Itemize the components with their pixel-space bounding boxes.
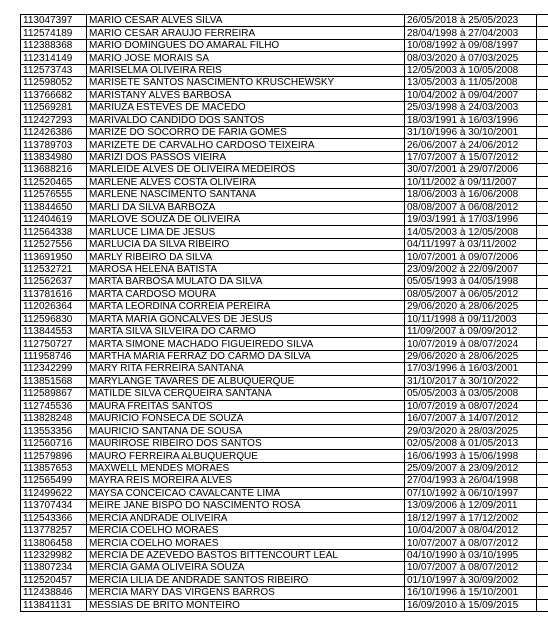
table-row <box>21 139 548 151</box>
person-name-cell: MARLY RIBEIRO DA SILVA <box>87 251 405 263</box>
registration-number-cell: 113851568 <box>21 375 87 387</box>
registration-number-cell: 113789703 <box>21 139 87 151</box>
table-row <box>21 64 548 76</box>
table-row <box>21 437 548 449</box>
table-row <box>21 214 548 226</box>
registration-number-cell: 112314149 <box>21 52 87 64</box>
person-name-cell: MAYSA CONCEICAO CAVALCANTE LIMA <box>87 487 405 499</box>
person-name-cell: MAURIROSE RIBEIRO DOS SANTOS <box>87 437 405 449</box>
person-name-cell: MARTA SILVA SILVEIRA DO CARMO <box>87 325 405 337</box>
table-row <box>21 176 548 188</box>
period-cell: 27/04/1993 à 26/04/1998 <box>405 475 537 487</box>
registration-number-cell: 112576555 <box>21 189 87 201</box>
person-name-cell: MAROSA HELENA BATISTA <box>87 263 405 275</box>
period-cell: 04/10/1990 à 03/10/1995 <box>405 549 537 561</box>
period-cell: 16/07/2007 à 14/07/2012 <box>405 413 537 425</box>
person-name-cell: MARTA LEORDINA CORREIA PEREIRA <box>87 301 405 313</box>
empty-cell <box>537 462 548 474</box>
person-name-cell: MARTA CARDOSO MOURA <box>87 288 405 300</box>
table-row <box>21 251 548 263</box>
table-row <box>21 350 548 362</box>
registration-number-cell: 113844553 <box>21 325 87 337</box>
person-name-cell: MATILDE SILVA CERQUEIRA SANTANA <box>87 388 405 400</box>
person-name-cell: MERCIA MARY DAS VIRGENS BARROS <box>87 587 405 599</box>
period-cell: 14/05/2003 à 12/05/2008 <box>405 226 537 238</box>
person-name-cell: MERCIA ANDRADE OLIVEIRA <box>87 512 405 524</box>
period-cell: 10/07/2019 à 08/07/2024 <box>405 400 537 412</box>
empty-cell <box>537 15 548 27</box>
empty-cell <box>537 487 548 499</box>
person-name-cell: MAURICIO FONSECA DE SOUZA <box>87 413 405 425</box>
person-name-cell: MARIUZA ESTEVES DE MACEDO <box>87 102 405 114</box>
empty-cell <box>537 89 548 101</box>
period-cell: 11/09/2007 à 09/09/2012 <box>405 325 537 337</box>
table-row <box>21 574 548 586</box>
period-cell: 19/03/1991 à 17/03/1996 <box>405 214 537 226</box>
empty-cell <box>537 276 548 288</box>
period-cell: 29/06/2020 à 28/06/2025 <box>405 350 537 362</box>
table-row <box>21 388 548 400</box>
table-row <box>21 39 548 51</box>
person-name-cell: MAYRA REIS MOREIRA ALVES <box>87 475 405 487</box>
period-cell: 10/07/2019 à 08/07/2024 <box>405 338 537 350</box>
person-name-cell: MARIZI DOS PASSOS VIEIRA <box>87 151 405 163</box>
table-row <box>21 226 548 238</box>
registration-number-cell: 112532721 <box>21 263 87 275</box>
period-cell: 31/10/1996 à 30/10/2001 <box>405 126 537 138</box>
table-row <box>21 587 548 599</box>
person-name-cell: MARLENE NASCIMENTO SANTANA <box>87 189 405 201</box>
period-cell: 29/03/2020 à 28/03/2025 <box>405 425 537 437</box>
registration-number-cell: 112560716 <box>21 437 87 449</box>
empty-cell <box>537 27 548 39</box>
period-cell: 16/06/1993 à 15/06/1998 <box>405 450 537 462</box>
table-row <box>21 263 548 275</box>
period-cell: 10/11/2002 à 09/11/2007 <box>405 176 537 188</box>
person-name-cell: MARIZE DO SOCORRO DE FARIA GOMES <box>87 126 405 138</box>
period-cell: 08/05/2007 à 06/05/2012 <box>405 288 537 300</box>
registration-number-cell: 113688216 <box>21 164 87 176</box>
registration-number-cell: 113806458 <box>21 537 87 549</box>
registration-number-cell: 112404619 <box>21 214 87 226</box>
empty-cell <box>537 599 548 611</box>
period-cell: 25/03/1998 à 24/03/2003 <box>405 102 537 114</box>
person-name-cell: MEIRE JANE BISPO DO NASCIMENTO ROSA <box>87 500 405 512</box>
person-name-cell: MARIVALDO CANDIDO DOS SANTOS <box>87 114 405 126</box>
person-name-cell: MARY RITA FERREIRA SANTANA <box>87 363 405 375</box>
person-name-cell: MARISETE SANTOS NASCIMENTO KRUSCHEWSKY <box>87 77 405 89</box>
person-name-cell: MARIO DOMINGUES DO AMARAL FILHO <box>87 39 405 51</box>
person-name-cell: MAURICIO SANTANA DE SOUSA <box>87 425 405 437</box>
period-cell: 23/09/2002 à 22/09/2007 <box>405 263 537 275</box>
empty-cell <box>537 126 548 138</box>
empty-cell <box>537 338 548 350</box>
period-cell: 17/07/2007 à 15/07/2012 <box>405 151 537 163</box>
registration-number-cell: 112596830 <box>21 313 87 325</box>
registration-number-cell: 113047397 <box>21 15 87 27</box>
empty-cell <box>537 214 548 226</box>
empty-cell <box>537 301 548 313</box>
person-name-cell: MARTHA MARIA FERRAZ DO CARMO DA SILVA <box>87 350 405 362</box>
period-cell: 29/06/2020 à 28/06/2025 <box>405 301 537 313</box>
period-cell: 26/05/2018 à 25/05/2023 <box>405 15 537 27</box>
period-cell: 16/09/2010 à 15/09/2015 <box>405 599 537 611</box>
table-row <box>21 77 548 89</box>
table-row <box>21 325 548 337</box>
registration-number-cell: 112562637 <box>21 276 87 288</box>
registration-number-cell: 113781616 <box>21 288 87 300</box>
table-row <box>21 201 548 213</box>
empty-cell <box>537 52 548 64</box>
table-row <box>21 238 548 250</box>
registration-number-cell: 112565499 <box>21 475 87 487</box>
empty-cell <box>537 524 548 536</box>
registration-number-cell: 112499622 <box>21 487 87 499</box>
person-name-cell: MESSIAS DE BRITO MONTEIRO <box>87 599 405 611</box>
table-row <box>21 164 548 176</box>
empty-cell <box>537 164 548 176</box>
empty-cell <box>537 201 548 213</box>
person-name-cell: MARLUCIA DA SILVA RIBEIRO <box>87 238 405 250</box>
empty-cell <box>537 288 548 300</box>
table-row <box>21 15 548 27</box>
registration-number-cell: 112564338 <box>21 226 87 238</box>
person-name-cell: MARTA SIMONE MACHADO FIGUEIREDO SILVA <box>87 338 405 350</box>
table-row <box>21 114 548 126</box>
empty-cell <box>537 114 548 126</box>
registration-number-cell: 113691950 <box>21 251 87 263</box>
table-row <box>21 276 548 288</box>
empty-cell <box>537 425 548 437</box>
table-row <box>21 313 548 325</box>
empty-cell <box>537 226 548 238</box>
period-cell: 10/04/2002 à 09/04/2007 <box>405 89 537 101</box>
table-row <box>21 288 548 300</box>
table-row <box>21 151 548 163</box>
period-cell: 08/08/2007 à 06/08/2012 <box>405 201 537 213</box>
table-row <box>21 487 548 499</box>
empty-cell <box>537 574 548 586</box>
registration-number-cell: 112573743 <box>21 64 87 76</box>
table-row <box>21 363 548 375</box>
empty-cell <box>537 587 548 599</box>
registration-number-cell: 113778257 <box>21 524 87 536</box>
registration-number-cell: 112569281 <box>21 102 87 114</box>
empty-cell <box>537 450 548 462</box>
person-name-cell: MAURO FERREIRA ALBUQUERQUE <box>87 450 405 462</box>
empty-cell <box>537 64 548 76</box>
registration-number-cell: 112750727 <box>21 338 87 350</box>
person-name-cell: MARLUCE LIMA DE JESUS <box>87 226 405 238</box>
table-row <box>21 375 548 387</box>
registration-number-cell: 112543366 <box>21 512 87 524</box>
person-name-cell: MARTA BARBOSA MULATO DA SILVA <box>87 276 405 288</box>
registration-number-cell: 113766682 <box>21 89 87 101</box>
table-row <box>21 599 548 611</box>
table-row <box>21 338 548 350</box>
person-name-cell: MARISTANY ALVES BARBOSA <box>87 89 405 101</box>
period-cell: 17/03/1996 à 16/03/2001 <box>405 363 537 375</box>
table-row <box>21 450 548 462</box>
person-name-cell: MERCIA COELHO MORAES <box>87 537 405 549</box>
table-row <box>21 549 548 561</box>
registration-number-cell: 113857653 <box>21 462 87 474</box>
period-cell: 25/09/2007 à 23/09/2012 <box>405 462 537 474</box>
empty-cell <box>537 500 548 512</box>
empty-cell <box>537 562 548 574</box>
period-cell: 05/05/1993 à 04/05/1998 <box>405 276 537 288</box>
period-cell: 10/07/2007 à 08/07/2012 <box>405 537 537 549</box>
registration-number-cell: 113807234 <box>21 562 87 574</box>
empty-cell <box>537 437 548 449</box>
table-row <box>21 475 548 487</box>
period-cell: 18/12/1997 à 17/12/2002 <box>405 512 537 524</box>
empty-cell <box>537 77 548 89</box>
person-name-cell: MARLENE ALVES COSTA OLIVEIRA <box>87 176 405 188</box>
table-row <box>21 462 548 474</box>
period-cell: 10/07/2001 à 09/07/2006 <box>405 251 537 263</box>
person-name-cell: MARIO CESAR ARAUJO FERREIRA <box>87 27 405 39</box>
empty-cell <box>537 251 548 263</box>
empty-cell <box>537 475 548 487</box>
person-name-cell: MAXWELL MENDES MORAES <box>87 462 405 474</box>
registration-number-cell: 112388368 <box>21 39 87 51</box>
table-row <box>21 400 548 412</box>
empty-cell <box>537 350 548 362</box>
table-row <box>21 126 548 138</box>
registration-number-cell: 112520457 <box>21 574 87 586</box>
registration-number-cell: 112427293 <box>21 114 87 126</box>
person-name-cell: MAURA FREITAS SANTOS <box>87 400 405 412</box>
table-row <box>21 500 548 512</box>
period-cell: 07/10/1992 à 06/10/1997 <box>405 487 537 499</box>
empty-cell <box>537 238 548 250</box>
empty-cell <box>537 39 548 51</box>
registration-number-cell: 112745536 <box>21 400 87 412</box>
period-cell: 30/07/2001 à 29/07/2006 <box>405 164 537 176</box>
period-cell: 16/10/1996 à 15/10/2001 <box>405 587 537 599</box>
person-name-cell: MERCIA GAMA OLIVEIRA SOUZA <box>87 562 405 574</box>
registration-number-cell: 112589867 <box>21 388 87 400</box>
person-name-cell: MARIO JOSE MORAIS SA <box>87 52 405 64</box>
empty-cell <box>537 512 548 524</box>
person-name-cell: MERCIA DE AZEVEDO BASTOS BITTENCOURT LEAL <box>87 549 405 561</box>
period-cell: 13/05/2003 à 11/05/2008 <box>405 77 537 89</box>
records-table <box>20 14 548 612</box>
person-name-cell: MARISELMA OLIVEIRA REIS <box>87 64 405 76</box>
empty-cell <box>537 263 548 275</box>
person-name-cell: MERCIA COELHO MORAES <box>87 524 405 536</box>
empty-cell <box>537 388 548 400</box>
table-row <box>21 27 548 39</box>
person-name-cell: MARTA MARIA GONCALVES DE JESUS <box>87 313 405 325</box>
period-cell: 05/05/2003 à 03/05/2008 <box>405 388 537 400</box>
period-cell: 10/08/1992 à 09/08/1997 <box>405 39 537 51</box>
period-cell: 10/11/1998 à 09/11/2003 <box>405 313 537 325</box>
empty-cell <box>537 325 548 337</box>
table-row <box>21 512 548 524</box>
registration-number-cell: 112579896 <box>21 450 87 462</box>
table-row <box>21 189 548 201</box>
empty-cell <box>537 189 548 201</box>
table-row <box>21 537 548 549</box>
registration-number-cell: 113707434 <box>21 500 87 512</box>
registration-number-cell: 112342299 <box>21 363 87 375</box>
period-cell: 18/03/1991 à 16/03/1996 <box>405 114 537 126</box>
registration-number-cell: 113834980 <box>21 151 87 163</box>
empty-cell <box>537 400 548 412</box>
registration-number-cell: 113844650 <box>21 201 87 213</box>
empty-cell <box>537 176 548 188</box>
table-row <box>21 301 548 313</box>
table-row <box>21 562 548 574</box>
empty-cell <box>537 139 548 151</box>
registration-number-cell: 112329982 <box>21 549 87 561</box>
table-row <box>21 102 548 114</box>
registration-number-cell: 111958746 <box>21 350 87 362</box>
empty-cell <box>537 363 548 375</box>
period-cell: 12/05/2003 à 10/05/2008 <box>405 64 537 76</box>
registration-number-cell: 112426386 <box>21 126 87 138</box>
records-table-body <box>21 15 548 612</box>
empty-cell <box>537 151 548 163</box>
period-cell: 18/06/2003 à 16/06/2008 <box>405 189 537 201</box>
table-row <box>21 413 548 425</box>
person-name-cell: MARIO CESAR ALVES SILVA <box>87 15 405 27</box>
period-cell: 26/06/2007 à 24/06/2012 <box>405 139 537 151</box>
empty-cell <box>537 549 548 561</box>
empty-cell <box>537 537 548 549</box>
period-cell: 04/11/1997 à 03/11/2002 <box>405 238 537 250</box>
person-name-cell: MARLI DA SILVA BARBOZA <box>87 201 405 213</box>
period-cell: 28/04/1998 à 27/04/2003 <box>405 27 537 39</box>
records-sheet <box>20 14 548 612</box>
table-row <box>21 425 548 437</box>
empty-cell <box>537 375 548 387</box>
person-name-cell: MARLOVE SOUZA DE OLIVEIRA <box>87 214 405 226</box>
registration-number-cell: 113553356 <box>21 425 87 437</box>
person-name-cell: MARIZETE DE CARVALHO CARDOSO TEIXEIRA <box>87 139 405 151</box>
table-row <box>21 89 548 101</box>
registration-number-cell: 112598052 <box>21 77 87 89</box>
registration-number-cell: 112438846 <box>21 587 87 599</box>
registration-number-cell: 112574189 <box>21 27 87 39</box>
period-cell: 08/03/2020 à 07/03/2025 <box>405 52 537 64</box>
person-name-cell: MERCIA LILIA DE ANDRADE SANTOS RIBEIRO <box>87 574 405 586</box>
registration-number-cell: 112520465 <box>21 176 87 188</box>
period-cell: 10/07/2007 à 08/07/2012 <box>405 562 537 574</box>
table-row <box>21 52 548 64</box>
period-cell: 02/05/2008 à 01/05/2013 <box>405 437 537 449</box>
period-cell: 13/09/2006 à 12/09/2011 <box>405 500 537 512</box>
registration-number-cell: 113841131 <box>21 599 87 611</box>
period-cell: 31/10/2017 à 30/10/2022 <box>405 375 537 387</box>
period-cell: 01/10/1997 à 30/09/2002 <box>405 574 537 586</box>
registration-number-cell: 112527556 <box>21 238 87 250</box>
empty-cell <box>537 102 548 114</box>
registration-number-cell: 113828248 <box>21 413 87 425</box>
person-name-cell: MARLEIDE ALVES DE OLIVEIRA MEDEIROS <box>87 164 405 176</box>
table-row <box>21 524 548 536</box>
registration-number-cell: 112026364 <box>21 301 87 313</box>
empty-cell <box>537 413 548 425</box>
person-name-cell: MARYLANGE TAVARES DE ALBUQUERQUE <box>87 375 405 387</box>
empty-cell <box>537 313 548 325</box>
period-cell: 10/04/2007 à 08/04/2012 <box>405 524 537 536</box>
